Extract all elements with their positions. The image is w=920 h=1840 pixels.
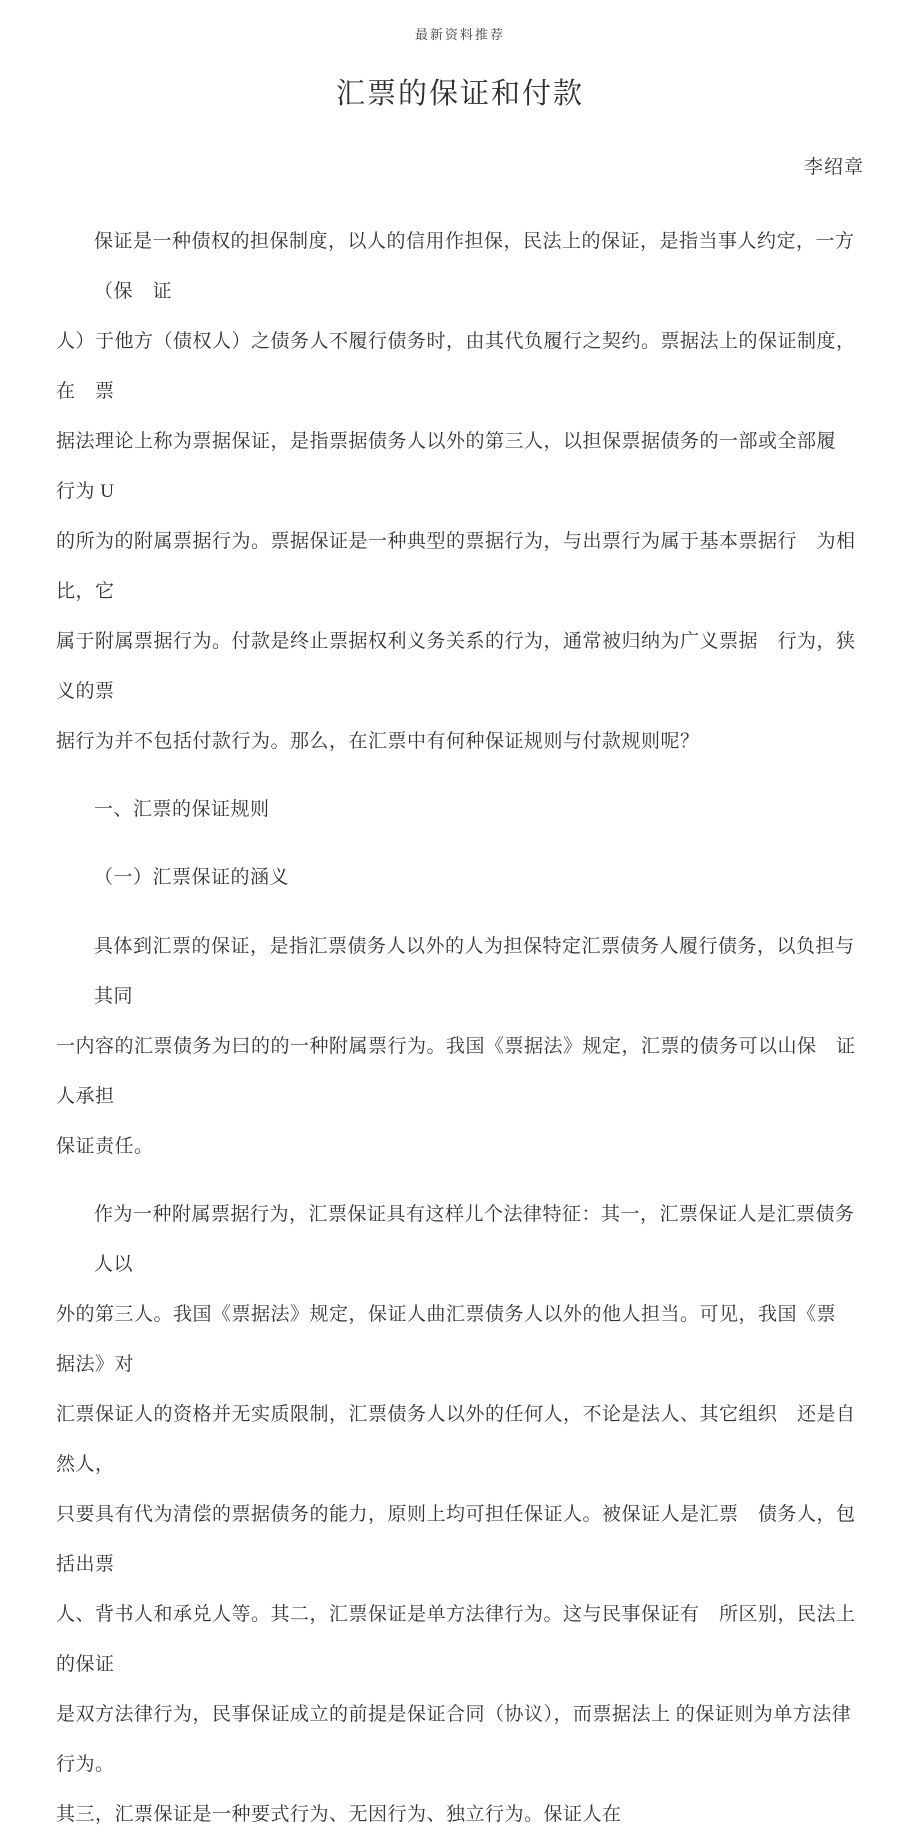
text-line: 其三，汇票保证是一种要式行为、无因行为、独立行为。保证人在 [56, 1804, 622, 1825]
section-heading-1-1: （一）汇票保证的涵义 [94, 867, 290, 888]
text-line: 作为一种附属票据行为，汇票保证具有这样儿个法律特征：其一，汇票保证人是汇票债务 人以 [94, 1204, 875, 1275]
section-heading-1: 一、汇票的保证规则 [94, 799, 270, 820]
text-line: 属于附属票据行为。付款是终止票据权利义务关系的行为，通常被归纳为广义票据 行为，狭义的票 [56, 631, 856, 702]
text-line: 人）于他方（债权人）之债务人不履行债务时，由其代负履行之契约。票据法上的保证制度，在 票 [56, 331, 856, 402]
page-title: 汇票的保证和付款 [335, 78, 584, 110]
text-line: 具体到汇票的保证，是指汇票债务人以外的人为担保特定汇票债务人履行债务，以负担与 其同 [94, 936, 875, 1007]
text-line: 外的第三人。我国《票据法》规定，保证人曲汇票债务人以外的他人担当。可见，我国《票 据法》对 [56, 1304, 856, 1375]
text-line: 只要具有代为清偿的票据债务的能力，原则上均可担任保证人。被保证人是汇票 债务人，包括出票 [56, 1504, 856, 1575]
text-line: 保证责任。 [56, 1136, 154, 1157]
header-note: 最新资料推荐 [414, 27, 505, 42]
text-line: 据法理论上称为票据保证，是指票据债务人以外的第三人，以担保票据债务的一部或全部履 行为 U [56, 431, 856, 502]
text-line: 人、背书人和承兑人等。其二，汇票保证是单方法律行为。这与民事保证有 所区别，民法上的保证 [56, 1604, 856, 1675]
text-line: 保证是一种债权的担保制度，以人的信用作担保，民法上的保证，是指当事人约定，一方（保 证 [94, 231, 855, 302]
paragraph-definition [56, 922, 875, 1172]
text-line: 是双方法律行为，民事保证成立的前提是保证合同（协议），而票据法上 的保证则为单方法律行为。 [56, 1704, 852, 1775]
text-line: 据行为并不包括付款行为。那么，在汇票中有何种保证规则与付款规则呢？ [56, 731, 700, 752]
text-line: 一内容的汇票债务为曰的的一种附属票行为。我国《票据法》规定，汇票的债务可以山保 证人承担 [56, 1036, 856, 1107]
text-line: 汇票保证人的资格并无实质限制，汇票债务人以外的任何人，不论是法人、其它组织 还是自然人， [56, 1404, 856, 1475]
paragraph-features [56, 1190, 875, 1840]
author-name: 李绍章 [803, 157, 864, 178]
text-line: 的所为的附属票据行为。票据保证是一种典型的票据行为，与出票行为属于基本票据行 为相比，它 [56, 531, 856, 602]
paragraph-intro [56, 217, 864, 767]
